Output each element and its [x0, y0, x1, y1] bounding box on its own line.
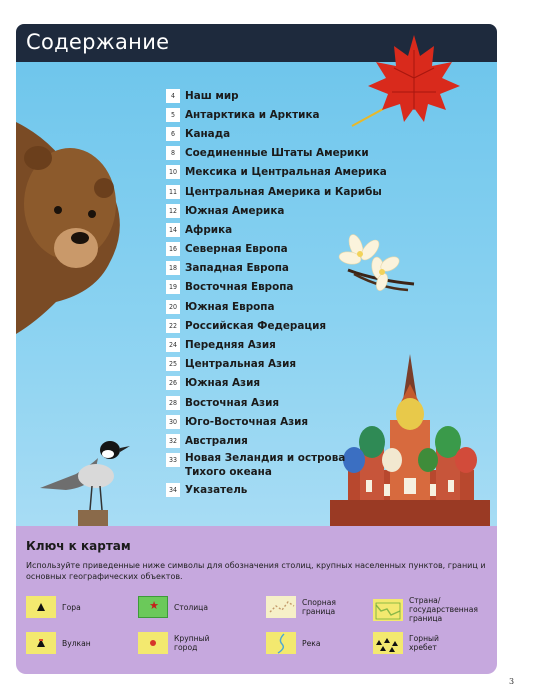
- toc-page-number: 33: [166, 453, 180, 467]
- toc-entry[interactable]: [166, 316, 406, 335]
- key-item-label: Вулкан: [62, 638, 91, 648]
- toc-label: Мексика и Центральная Америка: [185, 166, 387, 179]
- key-item-state-border: [373, 596, 495, 623]
- mountain-range-icon: [373, 632, 403, 654]
- toc-page-number: 24: [166, 338, 180, 352]
- toc-entry[interactable]: [166, 220, 406, 239]
- toc-page-number: 20: [166, 300, 180, 314]
- toc-page-number: 16: [166, 242, 180, 256]
- toc-entry[interactable]: [166, 144, 406, 163]
- toc-entry[interactable]: [166, 259, 406, 278]
- toc-label: Африка: [185, 223, 233, 236]
- toc-label: Южная Азия: [185, 377, 261, 390]
- toc-entry[interactable]: [166, 393, 406, 412]
- toc-entry[interactable]: [166, 335, 406, 354]
- toc-label: Канада: [185, 127, 231, 140]
- toc-label: Соединенные Штаты Америки: [185, 147, 369, 160]
- city-dot-icon: [138, 632, 168, 654]
- table-of-contents: [166, 86, 406, 500]
- page-title: Содержание: [26, 30, 170, 54]
- key-item-mountain-range: [373, 632, 453, 654]
- toc-label: Наш мир: [185, 89, 239, 102]
- toc-page-number: 10: [166, 165, 180, 179]
- bear-image: [16, 102, 126, 334]
- toc-page-number: 30: [166, 415, 180, 429]
- toc-page-number: 32: [166, 434, 180, 448]
- toc-page-number: 19: [166, 280, 180, 294]
- toc-page-number: 4: [166, 89, 180, 103]
- toc-page-number: 22: [166, 319, 180, 333]
- key-item-label: Спорная граница: [302, 598, 336, 616]
- key-item-mountain: [26, 596, 81, 618]
- toc-label: Южная Европа: [185, 300, 275, 313]
- toc-label: Восточная Азия: [185, 396, 280, 409]
- toc-label: Центральная Америка и Карибы: [185, 185, 382, 198]
- map-key-description: Используйте приведенные ниже символы для обозначения столиц, крупных населенных пунктов, границ и основных географических объектов.: [26, 561, 486, 581]
- key-item-volcano: [26, 632, 91, 654]
- toc-entry[interactable]: [166, 86, 406, 105]
- toc-page-number: 5: [166, 108, 180, 122]
- toc-label: Южная Америка: [185, 204, 285, 217]
- toc-label: Северная Европа: [185, 243, 288, 256]
- key-item-river: [266, 632, 321, 654]
- river-icon: [266, 632, 296, 654]
- contents-page: [16, 24, 497, 674]
- key-item-label: Столица: [174, 602, 208, 612]
- toc-label: Восточная Европа: [185, 281, 294, 294]
- toc-page-number: 28: [166, 396, 180, 410]
- toc-label: Юго-Восточная Азия: [185, 415, 309, 428]
- wagtail-bird-image: [36, 428, 136, 528]
- key-item-disputed-border: [266, 596, 352, 618]
- toc-entry[interactable]: [166, 451, 406, 481]
- capital-star-icon: ★: [138, 596, 168, 618]
- toc-entry[interactable]: [166, 240, 406, 259]
- toc-page-number: 34: [166, 483, 180, 497]
- toc-entry[interactable]: [166, 163, 406, 182]
- key-item-city: [138, 632, 224, 654]
- toc-page-number: 18: [166, 261, 180, 275]
- toc-entry[interactable]: [166, 297, 406, 316]
- toc-page-number: 11: [166, 185, 180, 199]
- key-item-label: Река: [302, 638, 321, 648]
- toc-page-number: 14: [166, 223, 180, 237]
- toc-entry[interactable]: [166, 201, 406, 220]
- toc-entry[interactable]: [166, 355, 406, 374]
- map-key-title: Ключ к картам: [26, 539, 131, 553]
- toc-label: Австралия: [185, 434, 248, 447]
- toc-entry[interactable]: [166, 431, 406, 450]
- state-border-icon: [373, 599, 403, 621]
- toc-entry[interactable]: [166, 374, 406, 393]
- toc-entry[interactable]: [166, 278, 406, 297]
- page-number: 3: [509, 677, 515, 686]
- toc-label: Передняя Азия: [185, 339, 276, 352]
- key-item-capital: [138, 596, 208, 618]
- toc-page-number: 12: [166, 204, 180, 218]
- key-item-label: Гора: [62, 602, 81, 612]
- map-key-panel: [16, 526, 497, 674]
- toc-label: Российская Федерация: [185, 319, 327, 332]
- key-item-label: Горный хребет: [409, 634, 439, 652]
- toc-label: Антарктика и Арктика: [185, 108, 320, 121]
- toc-page-number: 8: [166, 146, 180, 160]
- toc-label: Указатель: [185, 484, 248, 497]
- mountain-icon: [26, 596, 56, 618]
- toc-entry[interactable]: [166, 481, 406, 500]
- toc-label: Западная Европа: [185, 262, 289, 275]
- key-item-label: Страна/государственная граница: [409, 596, 478, 623]
- toc-entry[interactable]: [166, 124, 406, 143]
- toc-entry[interactable]: [166, 105, 406, 124]
- toc-entry[interactable]: [166, 412, 406, 431]
- toc-page-number: 25: [166, 357, 180, 371]
- toc-label: Новая Зеландия и острова Тихого океана: [185, 451, 346, 478]
- key-item-label: Крупный город: [174, 634, 210, 652]
- disputed-border-icon: [266, 596, 296, 618]
- toc-page-number: 6: [166, 127, 180, 141]
- toc-entry[interactable]: [166, 182, 406, 201]
- toc-label: Центральная Азия: [185, 358, 297, 371]
- toc-page-number: 26: [166, 376, 180, 390]
- volcano-icon: [26, 632, 56, 654]
